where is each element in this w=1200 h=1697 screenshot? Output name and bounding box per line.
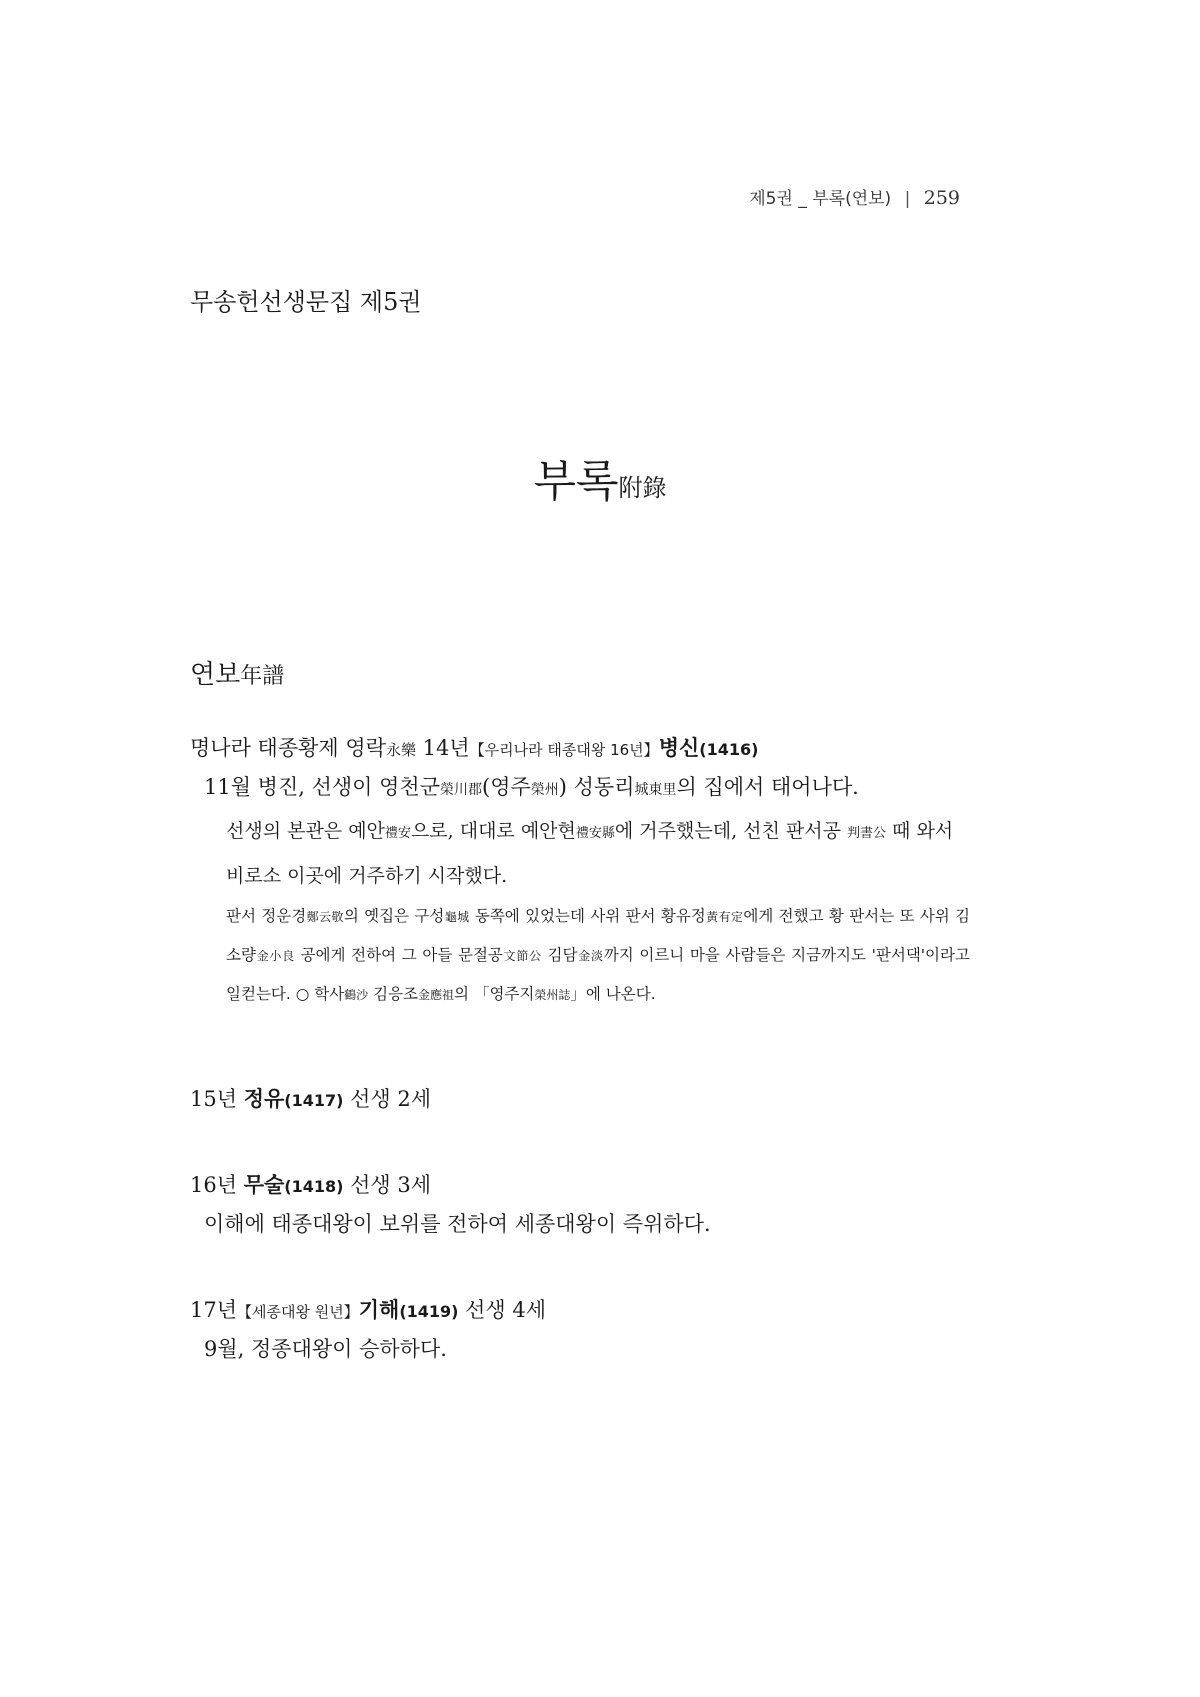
event-text xyxy=(190,767,970,810)
text-run: 공에게 전하여 그 아들 문절공 xyxy=(294,946,503,964)
hanja-run: 龜城 xyxy=(444,910,470,924)
hanja-run: 榮川郡 xyxy=(440,782,482,798)
hanja-run: 金小良 xyxy=(255,949,295,963)
text-run: 으로, 대대로 예안현 xyxy=(410,820,576,842)
heading-year: (1419) xyxy=(399,1302,459,1321)
hanja-run: 榮州誌 xyxy=(534,988,571,1002)
hanja-run: 金應祖 xyxy=(418,988,455,1002)
heading-hanja: 永樂 xyxy=(385,741,416,759)
heading-ganji: 병신 xyxy=(658,736,700,760)
heading-ganji: 무술 xyxy=(243,1173,285,1197)
main-title xyxy=(0,445,1200,509)
heading-year: (1418) xyxy=(284,1177,344,1196)
text-run: 동쪽에 있었는데 사위 판서 황유정 xyxy=(469,907,706,925)
entry-heading xyxy=(190,1168,970,1204)
heading-bracket: 【세종대왕 원년】 xyxy=(237,1303,359,1321)
heading-ganji: 기해 xyxy=(358,1298,400,1322)
header-dash: _ xyxy=(798,189,807,209)
running-header xyxy=(749,184,960,209)
text-run: 까지 이르니 마을 사람들은 지금까지도 '판서댁'이라고 일컫는다. ○ 학사 xyxy=(226,946,970,1003)
entry-heading xyxy=(190,1082,970,1118)
heading-text: 명나라 태종황제 영락 xyxy=(190,736,386,760)
hanja-run: 榮州 xyxy=(530,782,559,798)
hanja-run: 文節公 xyxy=(502,949,542,963)
header-volume: 제5권 xyxy=(749,189,793,209)
text-run: 때 와서 비로소 이곳에 거주하기 시작했다. xyxy=(226,820,954,887)
heading-text: 15년 xyxy=(190,1087,244,1111)
book-title: 무송헌선생문집 제5권 xyxy=(190,288,422,316)
header-section-sub: (연보) xyxy=(845,189,892,209)
entry-heading xyxy=(190,1293,970,1329)
text-run: 」에 나온다. xyxy=(570,985,656,1003)
text-run: 선생의 본관은 예안 xyxy=(226,820,385,842)
text-run: 의 집에서 태어나다. xyxy=(676,775,859,799)
hanja-run: 鶴沙 xyxy=(344,988,369,1002)
entry-1418 xyxy=(190,1168,970,1244)
text-run: 김담 xyxy=(541,946,578,964)
text-run: 의 옛집은 구성 xyxy=(343,907,445,925)
page-number: 259 xyxy=(923,187,960,209)
heading-text: 선생 4세 xyxy=(458,1298,547,1322)
header-section: 부록 xyxy=(812,189,846,209)
heading-text: 선생 3세 xyxy=(343,1173,431,1197)
hanja-run: 判書公 xyxy=(847,826,887,841)
entry-1417 xyxy=(190,1082,970,1118)
hanja-run: 金淡 xyxy=(577,949,604,963)
text-run: 에게 전했고 황 판서는 또 사위 김소량 xyxy=(226,907,970,964)
text-run: 11월 병진, 선생이 영천군 xyxy=(204,775,440,799)
main-title-hangul: 부록 xyxy=(533,456,619,507)
detail-text xyxy=(190,810,970,897)
text-run: 김응조 xyxy=(368,985,419,1003)
hanja-run: 禮安 xyxy=(384,826,411,841)
header-divider: | xyxy=(904,189,911,209)
event-text: 9월, 정종대왕이 승하하다. xyxy=(204,1337,447,1361)
text-run: 에 거주했는데, 선친 판서공 xyxy=(614,820,847,842)
heading-year: (1417) xyxy=(284,1091,344,1110)
note-text xyxy=(190,897,970,1014)
heading-text: 16년 xyxy=(190,1173,244,1197)
text-run: ) 성동리 xyxy=(558,775,635,799)
section-title-hangul: 연보 xyxy=(190,660,241,690)
hanja-run: 黃有定 xyxy=(705,910,744,924)
heading-bracket: 【우리나라 태종대왕 16년】 xyxy=(469,741,659,759)
heading-text: 14년 xyxy=(415,736,470,760)
entry-1416 xyxy=(190,731,970,1014)
text-run: (영주 xyxy=(482,775,531,799)
heading-text: 선생 2세 xyxy=(343,1087,431,1111)
heading-year: (1416) xyxy=(699,740,759,759)
hanja-run: 鄭云敬 xyxy=(306,910,344,924)
hanja-run: 城東里 xyxy=(634,782,677,798)
section-title-hanja: 年譜 xyxy=(240,664,285,689)
entry-1419 xyxy=(190,1293,970,1369)
section-title xyxy=(190,654,284,691)
entry-heading xyxy=(190,731,970,767)
event-text: 이해에 태종대왕이 보위를 전하여 세종대왕이 즉위하다. xyxy=(204,1212,711,1236)
hanja-run: 禮安縣 xyxy=(575,826,615,841)
heading-text: 17년 xyxy=(190,1298,238,1322)
text-run: 판서 정운경 xyxy=(226,907,307,925)
text-run: 의 「영주지 xyxy=(454,985,535,1003)
main-title-hanja: 附錄 xyxy=(618,474,667,502)
heading-ganji: 정유 xyxy=(243,1087,285,1111)
